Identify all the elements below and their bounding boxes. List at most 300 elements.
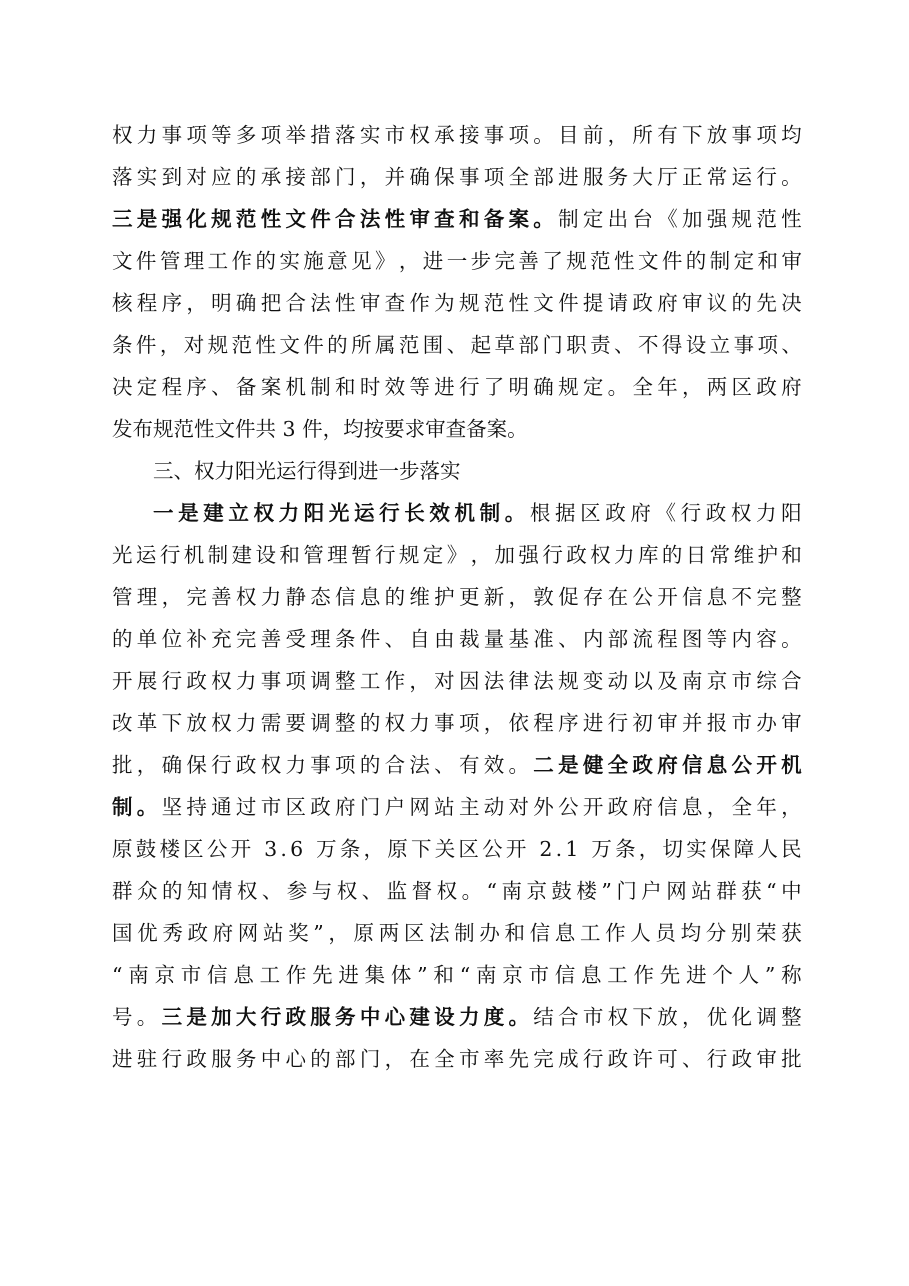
char: 护 [434, 585, 455, 609]
char: 行 [161, 1047, 183, 1071]
char: 职 [566, 333, 587, 357]
char: 下 [681, 123, 703, 147]
char: 《 [657, 207, 678, 231]
text-segment: 发布规范性文件共 3 件，均按要求审查备案。 [112, 417, 528, 441]
bold-char: 力 [278, 501, 300, 525]
char: ， [384, 1047, 406, 1071]
char: 称 [781, 963, 802, 987]
char: 国 [112, 921, 133, 945]
char: 审 [681, 291, 703, 315]
bold-char: 。 [136, 795, 158, 819]
char: 根 [529, 501, 551, 525]
char: 因 [458, 669, 480, 693]
char: 护 [757, 543, 778, 567]
char: 综 [756, 669, 777, 693]
char: 权 [436, 879, 458, 903]
char: 不 [637, 333, 659, 357]
char: 到 [161, 165, 183, 189]
char: 《 [655, 501, 676, 525]
char: 进 [434, 375, 455, 399]
char: 完 [494, 249, 515, 273]
char: 市 [528, 963, 549, 987]
char: 民 [781, 837, 802, 861]
char: 依 [508, 711, 529, 735]
char: 项 [756, 123, 777, 147]
text-line [112, 408, 802, 450]
char: 法 [310, 291, 331, 315]
char: 承 [434, 123, 455, 147]
char: 起 [470, 333, 492, 357]
char: 工 [359, 669, 381, 693]
char: 权 [607, 1005, 629, 1029]
char: 、 [384, 627, 406, 651]
char: 准 [533, 627, 554, 651]
char [582, 828, 589, 870]
char: 机 [285, 375, 306, 399]
char: ， [186, 291, 207, 315]
body-text [112, 114, 802, 1080]
char: 理 [310, 627, 331, 651]
char: 持 [186, 795, 207, 819]
char: 日 [685, 543, 707, 567]
char: 理 [136, 585, 158, 609]
char: 批 [112, 753, 133, 777]
text-line [112, 786, 802, 828]
char: 整 [781, 585, 802, 609]
char: 中 [781, 879, 802, 903]
char: 规 [731, 207, 753, 231]
char: 有 [657, 123, 678, 147]
char: 门 [542, 333, 563, 357]
text-line [112, 534, 802, 576]
char: 动 [483, 795, 505, 819]
char: 众 [136, 879, 158, 903]
char: 对 [434, 669, 455, 693]
char: 门 [616, 879, 637, 903]
char: 市 [260, 795, 282, 819]
char: 进 [558, 165, 579, 189]
bold-char: 强 [161, 207, 183, 231]
char: 件 [359, 627, 381, 651]
char: 善 [518, 249, 539, 273]
char: 下 [632, 1005, 653, 1029]
char: 条 [335, 627, 356, 651]
char: 对 [508, 795, 529, 819]
text-line [112, 660, 802, 702]
char: 与 [311, 879, 333, 903]
char: 权 [236, 879, 258, 903]
bold-char: 三 [112, 207, 133, 231]
char: 外 [533, 795, 554, 819]
char: 》 [446, 543, 468, 567]
char: 了 [483, 375, 505, 399]
bold-char: 开 [756, 753, 777, 777]
char: 信 [657, 795, 678, 819]
bold-char: 长 [404, 501, 425, 525]
char: 文 [637, 249, 659, 273]
char: 市 [180, 963, 202, 987]
char: 定 [422, 543, 444, 567]
char: 监 [386, 879, 408, 903]
char: ， [363, 837, 385, 861]
char: 接 [458, 123, 480, 147]
char: ” [601, 879, 612, 903]
char: 府 [212, 921, 234, 945]
char: 调 [310, 669, 331, 693]
char: 府 [781, 375, 802, 399]
char: 制 [709, 249, 731, 273]
char: 全 [434, 1047, 455, 1071]
char: 得 [661, 333, 683, 357]
char: 权 [730, 501, 752, 525]
char: 作 [384, 669, 406, 693]
char: ， [398, 249, 420, 273]
text-line [112, 618, 802, 660]
char: 务 [607, 165, 629, 189]
char: 部 [607, 627, 629, 651]
char: 进 [112, 1047, 133, 1071]
char: 件 [661, 249, 683, 273]
bold-char: 设 [434, 1005, 455, 1029]
char: 需 [260, 711, 282, 735]
char: 、 [681, 1047, 703, 1071]
char: 台 [632, 207, 653, 231]
char: 新 [483, 585, 505, 609]
bold-char: 二 [533, 753, 554, 777]
bold-char: 行 [379, 501, 400, 525]
char: 人 [738, 963, 760, 987]
char [254, 828, 261, 870]
char: 在 [409, 1047, 430, 1071]
char: 光 [112, 543, 133, 567]
char: 鼓 [551, 879, 572, 903]
char: 强 [706, 207, 728, 231]
char: 有 [458, 753, 480, 777]
char: 变 [582, 669, 604, 693]
char: 审 [781, 249, 802, 273]
char: 南 [475, 963, 497, 987]
char: 政 [186, 669, 207, 693]
char: 、 [614, 333, 635, 357]
char [530, 828, 537, 870]
char: 大 [632, 165, 653, 189]
char: 人 [630, 921, 651, 945]
char: . [280, 837, 287, 861]
char: 事 [483, 123, 505, 147]
text-line [112, 702, 802, 744]
char: 施 [303, 249, 324, 273]
bold-char: 中 [359, 1005, 381, 1029]
char: 制 [207, 543, 229, 567]
char: 围 [422, 333, 444, 357]
bold-char: 务 [335, 1005, 356, 1029]
char: 受 [285, 627, 306, 651]
char: 力 [614, 543, 635, 567]
char: 事 [434, 711, 455, 735]
char: 全 [731, 795, 753, 819]
bold-char: 三 [161, 1005, 183, 1029]
char: 调 [756, 1005, 777, 1029]
char: 决 [781, 291, 802, 315]
char: 网 [666, 879, 687, 903]
char: 进 [582, 711, 604, 735]
char: 件 [135, 333, 157, 357]
char: 行 [680, 501, 702, 525]
char: 厅 [657, 165, 678, 189]
char: 立 [709, 333, 731, 357]
bold-char: 立 [228, 501, 249, 525]
char: 所 [632, 123, 653, 147]
char: 行 [542, 543, 563, 567]
char: ， [409, 669, 430, 693]
char: 事 [260, 669, 282, 693]
char: 规 [558, 669, 579, 693]
char: 开 [505, 837, 527, 861]
char: 了 [542, 249, 563, 273]
char: 建 [231, 543, 253, 567]
char: 年 [657, 375, 678, 399]
char: 规 [207, 333, 229, 357]
char: 优 [706, 1005, 728, 1029]
char: 区 [731, 375, 753, 399]
char: 可 [657, 1047, 678, 1071]
bold-char: 法 [359, 207, 381, 231]
char: 运 [731, 165, 753, 189]
char: 法 [533, 669, 554, 693]
char: 决 [112, 375, 133, 399]
char: 责 [590, 333, 611, 357]
char: 确 [161, 753, 183, 777]
char: 更 [458, 585, 480, 609]
char: 先 [508, 1047, 529, 1071]
char: 结 [533, 1005, 554, 1029]
char: 京 [706, 669, 728, 693]
char: 站 [262, 921, 284, 945]
bold-char: 息 [706, 753, 728, 777]
char: 核 [112, 291, 133, 315]
char: 的 [384, 585, 406, 609]
char: 设 [255, 543, 276, 567]
char: 完 [756, 585, 777, 609]
char: 促 [558, 585, 579, 609]
char: 和 [433, 963, 454, 987]
char: 6 [290, 837, 304, 861]
bold-char: 和 [458, 207, 480, 231]
char: 多 [235, 123, 257, 147]
char: 成 [558, 1047, 579, 1071]
char: 政 [235, 753, 257, 777]
char: 服 [211, 1047, 232, 1071]
char: 明 [508, 375, 529, 399]
char: 。 [136, 1005, 158, 1029]
bold-char: 权 [253, 501, 274, 525]
char: 效 [483, 753, 505, 777]
char: 规 [566, 249, 587, 273]
char: 请 [607, 291, 629, 315]
char: 善 [211, 585, 232, 609]
char: 通 [211, 795, 232, 819]
char: 放 [657, 1005, 678, 1029]
char: 获 [741, 879, 762, 903]
char: 工 [579, 921, 601, 945]
char: 举 [285, 123, 306, 147]
char: 应 [211, 165, 232, 189]
char: 全 [632, 375, 653, 399]
text-line [112, 1038, 802, 1080]
char: 确 [409, 165, 430, 189]
char: 的 [255, 249, 276, 273]
char: 实 [686, 837, 707, 861]
char: 文 [112, 249, 133, 273]
char: 知 [186, 879, 208, 903]
char: 条 [615, 837, 636, 861]
char: 的 [161, 879, 183, 903]
char: 充 [211, 627, 232, 651]
char: 图 [681, 627, 703, 651]
char: 补 [186, 627, 207, 651]
bold-char: 政 [632, 753, 653, 777]
char: 强 [518, 543, 539, 567]
char: 驻 [136, 1047, 158, 1071]
char: ， [161, 585, 183, 609]
char: 定 [582, 375, 604, 399]
char: 市 [731, 711, 753, 735]
char: 制 [558, 207, 579, 231]
char: 楼 [576, 879, 597, 903]
text-segment: 三、权力阳光运行得到进一步落实 [153, 459, 461, 483]
char: 项 [260, 123, 282, 147]
char: 并 [681, 711, 703, 735]
char: 中 [260, 1047, 282, 1071]
char: 一 [446, 249, 468, 273]
char: 整 [335, 711, 356, 735]
char: 公 [482, 837, 503, 861]
char: 作 [285, 963, 307, 987]
char: 条 [339, 837, 361, 861]
char: 进 [338, 963, 359, 987]
char: 行 [159, 543, 181, 567]
char: 权 [409, 123, 430, 147]
char: 区 [458, 837, 479, 861]
char: 合 [781, 669, 802, 693]
char: 、 [361, 879, 383, 903]
char: 3 [264, 837, 278, 861]
char: 办 [756, 711, 777, 735]
bold-char: 心 [384, 1005, 406, 1029]
char: 机 [183, 543, 205, 567]
char: ， [136, 753, 158, 777]
char: 在 [607, 585, 629, 609]
char: 务 [235, 1047, 257, 1071]
text-line [112, 912, 802, 954]
char: 性 [614, 249, 635, 273]
char: 序 [558, 711, 579, 735]
char: 定 [136, 375, 158, 399]
char: 范 [590, 249, 611, 273]
char: 权 [384, 711, 406, 735]
char: 序 [186, 375, 207, 399]
bold-char: 机 [781, 753, 802, 777]
char: ” [417, 963, 428, 987]
char: 力 [409, 711, 430, 735]
char: 量 [483, 627, 505, 651]
char: 性 [508, 291, 529, 315]
char: 府 [335, 795, 356, 819]
char: 权 [211, 669, 232, 693]
char: 库 [637, 543, 659, 567]
char: 审 [781, 711, 802, 735]
bold-char: 公 [731, 753, 753, 777]
bold-char: 建 [409, 1005, 430, 1029]
char: 事 [731, 123, 753, 147]
char: 加 [681, 207, 703, 231]
char: 政 [187, 921, 208, 945]
char: 落 [335, 123, 356, 147]
char: 门 [359, 795, 381, 819]
text-line [112, 198, 802, 240]
char: 力 [285, 753, 306, 777]
char: 的 [359, 711, 381, 735]
char: 先 [659, 963, 681, 987]
char: 信 [681, 585, 703, 609]
text-line [112, 240, 802, 282]
char: 府 [632, 795, 653, 819]
char: 的 [235, 165, 257, 189]
char: 内 [731, 627, 753, 651]
char: 政 [607, 795, 629, 819]
char: 坚 [161, 795, 183, 819]
char: 流 [632, 627, 653, 651]
char: 理 [183, 249, 205, 273]
char: 合 [558, 1005, 579, 1029]
char: 事 [733, 333, 755, 357]
char: 等 [706, 627, 728, 651]
char: 参 [286, 879, 308, 903]
char: 性 [255, 333, 276, 357]
bold-char: 制 [479, 501, 501, 525]
char: 范 [398, 333, 420, 357]
char: 。 [533, 123, 554, 147]
bold-char: 大 [235, 1005, 257, 1029]
char: 部 [518, 333, 539, 357]
char: 文 [533, 291, 554, 315]
char: 。 [781, 165, 802, 189]
char: 实 [359, 123, 381, 147]
bold-char: 化 [186, 207, 207, 231]
char: 原 [387, 837, 408, 861]
char: 项 [508, 123, 529, 147]
char: 政 [310, 795, 331, 819]
char: 办 [479, 921, 500, 945]
char: 先 [756, 291, 777, 315]
char: 别 [730, 921, 752, 945]
char: 息 [706, 585, 728, 609]
char: 件 [135, 249, 157, 273]
char: 条 [112, 333, 133, 357]
bold-char: 是 [178, 501, 199, 525]
char: 情 [211, 879, 233, 903]
char: 主 [458, 795, 480, 819]
char: 京 [502, 963, 523, 987]
char: 维 [409, 585, 430, 609]
char: 均 [781, 123, 802, 147]
char: 过 [235, 795, 257, 819]
char: 保 [186, 753, 207, 777]
text-line [112, 828, 802, 870]
char: 政 [605, 501, 626, 525]
char: 的 [112, 627, 133, 651]
char: 为 [434, 291, 455, 315]
